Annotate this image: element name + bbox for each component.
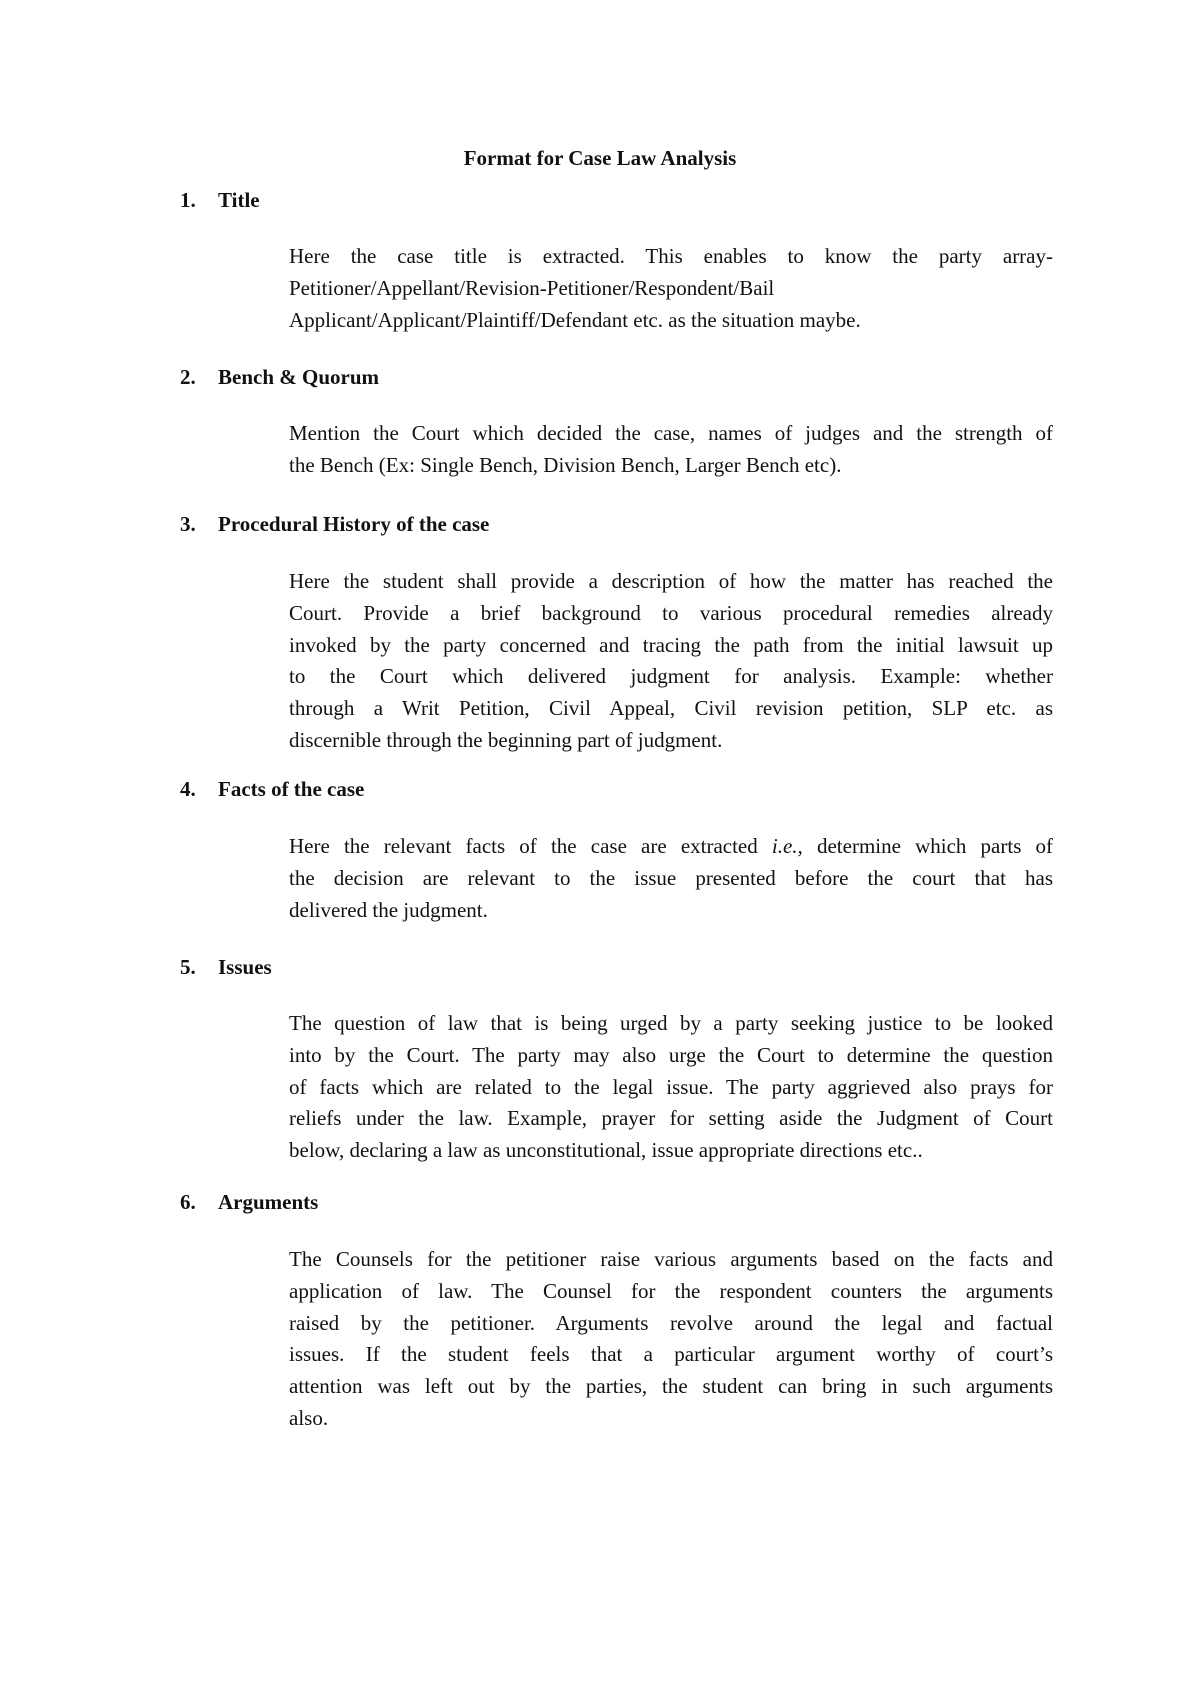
body-line: to the Court which delivered judgment for analysis. Example: whether	[289, 664, 1053, 689]
body-line: application of law. The Counsel for the respondent counters the arguments	[289, 1278, 1053, 1303]
body-line	[289, 831, 1053, 863]
body-line: issues. If the student feels that a particular argument worthy of court’s	[289, 1342, 1053, 1367]
body-line: raised by the petitioner. Arguments revolve around the legal and factual	[289, 1310, 1053, 1335]
section-heading-facts	[180, 776, 1080, 802]
body-line: Here the case title is extracted. This enables to know the party array-	[289, 244, 1053, 268]
body-line: discernible through the beginning part of judgment.	[289, 727, 723, 752]
section-heading-text: Issues	[218, 955, 272, 979]
section-heading-issues	[180, 954, 1080, 980]
body-line: invoked by the party concerned and tracing the path from the initial lawsuit up	[289, 632, 1053, 657]
body-text: Here the relevant facts of the case are extracted	[289, 834, 772, 858]
body-line: below, declaring a law as unconstitutional, issue appropriate directions etc..	[289, 1138, 923, 1163]
body-line: Petitioner/Appellant/Revision-Petitioner/Respondent/Bail	[289, 275, 775, 300]
body-line: through a Writ Petition, Civil Appeal, Civil revision petition, SLP etc. as	[289, 696, 1053, 721]
section-heading-text: Facts of the case	[218, 777, 365, 801]
document-title: Format for Case Law Analysis	[463, 146, 737, 170]
body-line: of facts which are related to the legal issue. The party aggrieved also prays for	[289, 1074, 1053, 1099]
body-line: attention was left out by the parties, the student can bring in such arguments	[289, 1374, 1053, 1399]
body-line: Here the student shall provide a description of how the matter has reached the	[289, 569, 1053, 593]
section-heading-text: Procedural History of the case	[218, 512, 490, 536]
section-heading-arguments	[180, 1189, 1080, 1215]
section-number: 1.	[180, 188, 196, 212]
body-line: The Counsels for the petitioner raise various arguments based on the facts and	[289, 1247, 1053, 1271]
section-number: 5.	[180, 955, 196, 979]
section-number: 6.	[180, 1190, 196, 1214]
body-line: reliefs under the law. Example, prayer for setting aside the Judgment of Court	[289, 1106, 1053, 1131]
body-line: the Bench (Ex: Single Bench, Division Bench, Larger Bench etc).	[289, 452, 842, 477]
body-text: determine which parts of	[816, 834, 1053, 858]
section-heading-title	[180, 187, 1080, 213]
section-number: 2.	[180, 365, 196, 389]
body-line: Applicant/Applicant/Plaintiff/Defendant etc. as the situation maybe.	[289, 307, 861, 332]
body-line: into by the Court. The party may also urge the Court to determine the question	[289, 1042, 1053, 1067]
section-body-arguments	[289, 1244, 1053, 1435]
section-body-issues	[289, 1008, 1053, 1167]
section-number: 4.	[180, 777, 196, 801]
body-line: Court. Provide a brief background to various procedural remedies already	[289, 600, 1053, 625]
section-body-facts	[289, 831, 1053, 926]
section-heading-text: Arguments	[218, 1190, 319, 1214]
section-heading-bench-quorum	[180, 364, 1080, 390]
body-line: delivered the judgment.	[289, 897, 488, 922]
section-heading-procedural-history	[180, 511, 1080, 537]
section-heading-text: Bench & Quorum	[218, 365, 380, 389]
body-line: also.	[289, 1405, 329, 1430]
body-line: The question of law that is being urged by a party seeking justice to be looked	[289, 1011, 1053, 1035]
section-heading-text: Title	[218, 188, 260, 212]
body-line: the decision are relevant to the issue presented before the court that has	[289, 865, 1053, 890]
section-body-procedural-history	[289, 566, 1053, 757]
section-number: 3.	[180, 512, 196, 536]
italic-abbreviation: i.e.,	[771, 834, 803, 858]
section-body-bench-quorum	[289, 418, 1053, 482]
body-line: Mention the Court which decided the case, names of judges and the strength of	[289, 421, 1053, 445]
section-body-title	[289, 241, 1053, 336]
